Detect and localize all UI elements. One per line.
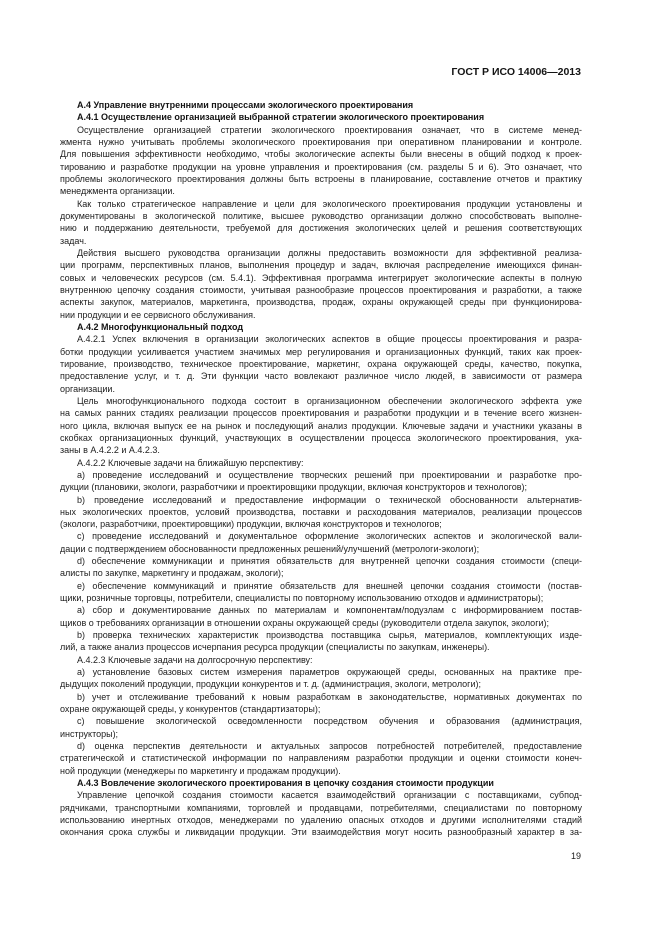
- text-line: нии продукции и ее сервисного обслуживания.: [60, 309, 256, 320]
- text-line: ботки продукции усиливается участием значимых мер регулирования и организационных функций, таких как проек-: [60, 346, 582, 357]
- list-item: [60, 530, 582, 555]
- text-line: внутреннюю цепочку создания стоимости, учитывая разнообразие процессов проектирования и разработки, а также: [60, 284, 582, 295]
- list-item: [60, 740, 582, 777]
- text-line: тирование, производство, техническое проектирование, маркетинг, охрана окружающей среды, качество, покупка,: [60, 358, 582, 369]
- text-line: на самых ранних стадиях реализации процессов проектирования и разработки продукции и в течение всего жизнен-: [60, 408, 582, 419]
- text-line: менеджмента организации.: [60, 186, 175, 197]
- text-line: ного цикла, включая выпуск ее на рынок и последующий анализ продукции. Ключевые задачи и участники указаны в: [60, 420, 582, 431]
- section-heading-a4-3: А.4.3 Вовлечение экологического проектирования в цепочку создания стоимости продукции: [77, 778, 494, 789]
- list-item: [60, 691, 582, 716]
- text-line: дации с подтверждением обоснованности предложенных решений/улучшений (метрологи-экологи);: [60, 543, 480, 554]
- text-line: рядчиками, транспортными компаниями, торговлей и продавцами, потребителями, специалистами по повторному: [60, 802, 582, 813]
- clause-a4-2-1: [60, 333, 582, 395]
- text-line: тированию и разработке продукции на уровне управления и проектирования (см. разделы 5 и 6). Это означает, что: [60, 161, 582, 172]
- paragraph: [60, 247, 582, 321]
- section-heading-a4: А.4 Управление внутренними процессами экологического проектирования: [77, 100, 414, 110]
- text-line: организации.: [60, 383, 115, 394]
- text-line: документированы в экологической политике, высшее руководство организации должно способствовать выполне-: [60, 210, 582, 221]
- text-line: лий, а также анализ процессов исчерпания ресурса продукции (специалисты по закупкам, инженеры).: [60, 642, 490, 653]
- paragraph: [60, 395, 582, 457]
- page-number: 19: [570, 851, 581, 861]
- text-line: задач.: [60, 235, 87, 246]
- text-line: с) повышение экологической осведомленности посредством обучения и образования (администрация,: [77, 716, 582, 727]
- text-line: ных экологических проектов, условий производства, поставки и расходования материалов, реализации процессов: [60, 506, 582, 517]
- text-line: охране окружающей среды, у конкурентов (стандартизаторы);: [60, 704, 321, 715]
- text-line: b) учет и отслеживание требований к новым разработкам в законодательстве, нормативных документах по: [77, 691, 582, 702]
- section-heading-a4-1: А.4.1 Осуществление организацией выбранной стратегии экологического проектирования: [77, 112, 485, 123]
- text-line: заны в А.4.2.2 и А.4.2.3.: [60, 445, 160, 456]
- text-line: алисты по закупке, маркетингу и продажам, экологи);: [60, 568, 284, 579]
- list-item: [60, 604, 582, 629]
- text-line: Цель многофункционального подхода состоит в организационном обеспечении экологического эффекта уже: [77, 395, 582, 406]
- text-line: совых и человеческих ресурсов (см. 5.4.1). Эффективная программа интегрирует экологические аспекты в полную: [60, 272, 582, 283]
- clause-a4-2-2-intro: А.4.2.2 Ключевые задачи на ближайшую перспективу:: [77, 457, 304, 468]
- text-line: инструкторы);: [60, 728, 119, 739]
- text-line: А.4.2.1 Успех включения в организации экологических аспектов в общие процессы проектирования и разра-: [77, 334, 582, 345]
- text-line: использованию инертных отходов, менеджерами по удалению опасных отходов и другими исполнителями стадий: [60, 815, 582, 826]
- section-heading-a4-2: А.4.2 Многофункциональный подход: [77, 321, 244, 332]
- text-line: дыдущих поколений продукции, продукции конкурентов и т. д. (администрация, экологи, метрологи);: [60, 679, 481, 690]
- text-line: d) оценка перспектив деятельности и актуальных запросов потребностей потребителей, предоставление: [77, 741, 582, 752]
- text-line: щики, розничные торговцы, потребители, специалисты по повторному использованию отходов и администраторы);: [60, 593, 544, 604]
- clause-a4-2-3-intro: А.4.2.3 Ключевые задачи на долгосрочную перспективу:: [77, 654, 313, 665]
- text-line: Действия высшего руководства организации должны предоставить возможности для эффективной реализа-: [77, 247, 582, 258]
- list-item: [60, 629, 582, 654]
- document-body: [60, 99, 582, 839]
- text-line: Управление цепочкой создания стоимости касается взаимодействий организации с поставщиками, субпод-: [77, 790, 582, 801]
- text-line: Осуществление организацией стратегии экологического проектирования означает, что в системе менед-: [77, 124, 582, 135]
- list-item: [60, 469, 582, 494]
- text-line: проблемы экологического проектирования должны быть встроены в планирование, составление отчетов и практику: [60, 173, 582, 184]
- text-line: Для повышения эффективности необходимо, чтобы экологические аспекты были внесены в общий подход к проек-: [60, 149, 582, 160]
- list-item: [60, 580, 582, 605]
- text-line: жмента нужно учитывать проблемы экологического проектирования при оперативном планировании и контроле.: [60, 136, 582, 147]
- document-header-standard-id: ГОСТ Р ИСО 14006—2013: [451, 66, 581, 78]
- text-line: ной продукции (менеджеры по маркетингу и продажам продукции).: [60, 765, 341, 776]
- text-line: а) проведение исследований и осуществление творческих решений при проектировании и разработке про-: [77, 469, 582, 480]
- text-line: щиков о требованиях организации в отношении охраны окружающей среды (руководители отдела закупок, экологи);: [60, 617, 549, 628]
- text-line: b) проверка технических характеристик производства поставщика сырья, материалов, комплектующих изде-: [77, 630, 582, 641]
- text-line: стратегической и статистической информации по направлениям разработки продукции и оценки стоимости конеч-: [60, 753, 582, 764]
- text-line: окончания срока службы и ликвидации продукции. Эти взаимодействия могут носить разнообразный характер в за-: [60, 827, 582, 838]
- text-line: дукции (плановики, экологи, разработчики и проектировщики продукции, включая конструкторов и технологов);: [60, 482, 528, 493]
- text-line: d) обеспечение коммуникации и принятия обязательств для внутренней цепочки создания стоимости (специ-: [77, 556, 582, 567]
- text-line: предоставление услуг, и т. д. Эти функции часто вовлекают различное число людей, в зависимости от размера: [60, 371, 582, 382]
- paragraph: [60, 198, 582, 247]
- list-item: [60, 715, 582, 740]
- text-line: Как только стратегическое направление и цели для экологического проектирования продукции установлены и: [77, 198, 582, 209]
- text-line: аспекты закупок, материалов, маркетинга, производства, продаж, охраны окружающей среды при функционирова-: [60, 297, 582, 308]
- list-item: [60, 494, 582, 531]
- text-line: с) проведение исследований и документальное оформление экологических аспектов и экологической вали-: [77, 531, 582, 542]
- list-item: [60, 555, 582, 580]
- text-line: а) сбор и документирование данных по материалам и компонентам/подузлам с информированием постав-: [77, 605, 582, 616]
- text-line: (экологи, разработчики, проектировщики) продукции, включая конструкторов и технологов;: [60, 519, 442, 530]
- text-line: нию и поддержанию деятельности, требуемой для достижения экологических целей и решения соответствующих: [60, 223, 582, 234]
- paragraph: [60, 789, 582, 838]
- list-item: [60, 666, 582, 691]
- paragraph: [60, 124, 582, 198]
- text-line: b) проведение исследований и предоставление информации о технической обоснованности альтернатив-: [77, 494, 582, 505]
- text-line: скобках организационных функций, участвующих в осуществлении процесса экологического проектирования, ука-: [60, 432, 582, 443]
- text-line: ции программ, перспективных планов, выполнения процедур и задач, включая распределение имеющихся финан-: [60, 260, 582, 271]
- text-line: а) установление базовых систем измерения параметров окружающей среды, основанных на практике пре-: [77, 667, 582, 678]
- text-line: е) обеспечение коммуникаций и принятие обязательств для внешней цепочки создания стоимости (постав-: [77, 580, 582, 591]
